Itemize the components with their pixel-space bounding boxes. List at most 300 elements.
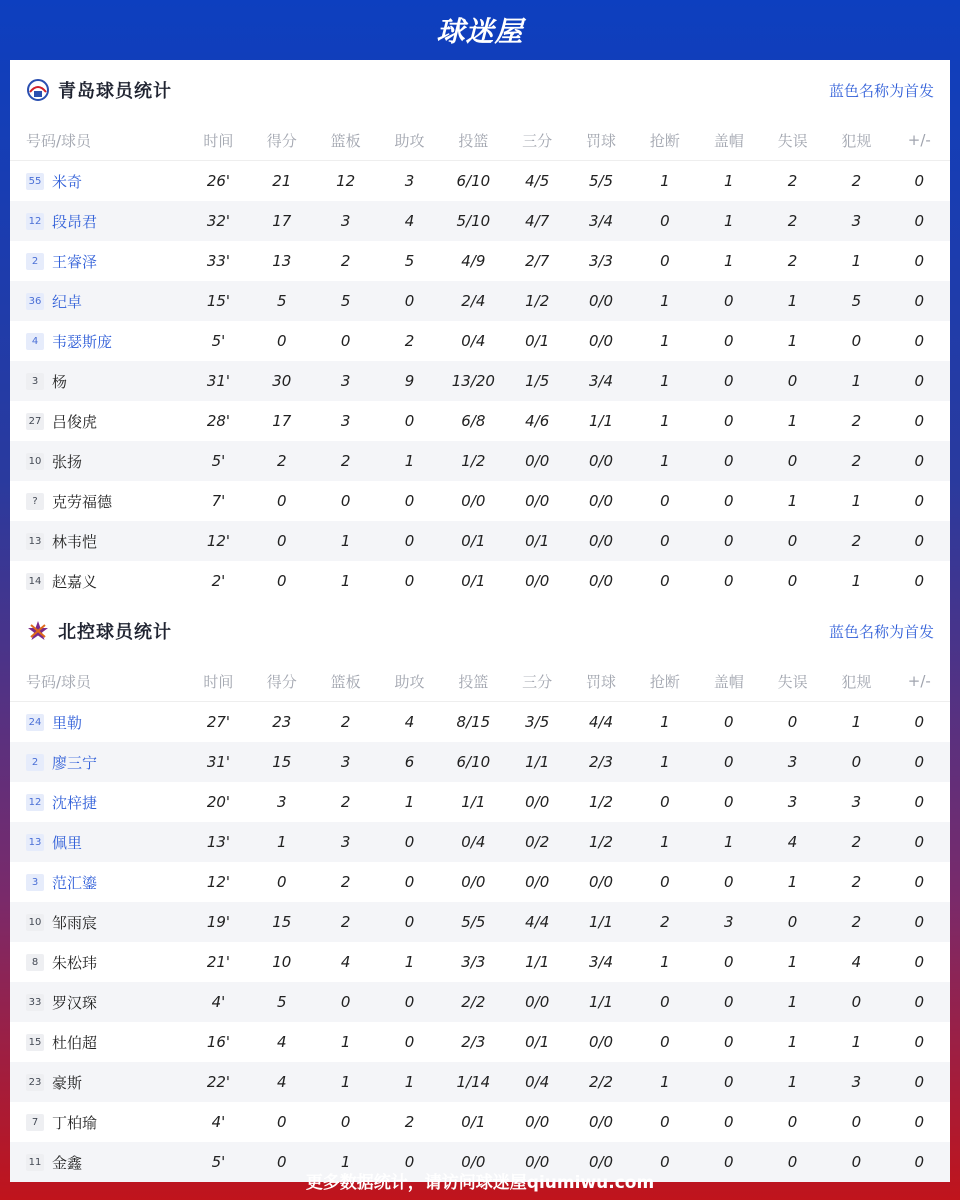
stat-cell: 2	[340, 873, 351, 891]
jersey-number: 3	[26, 874, 44, 891]
stat-cell: 0	[787, 1113, 798, 1131]
stat-cell: 3	[851, 793, 862, 811]
stat-cell: 3	[313, 742, 377, 782]
stat-cell: 0/0	[525, 492, 550, 510]
stat-cell: 0	[761, 361, 824, 401]
stat-cell: 2	[851, 412, 862, 430]
stat-cell: 0	[660, 1113, 670, 1131]
stat-cell: 3	[313, 361, 377, 401]
stat-cell: 1	[761, 281, 824, 321]
stat-cell: 0	[914, 873, 925, 891]
stat-cell: 0	[824, 982, 888, 1022]
player-name[interactable]: 朱松玮	[52, 953, 98, 972]
player-cell	[10, 321, 187, 361]
jersey-number: 8	[26, 954, 44, 971]
player-name[interactable]: 豪斯	[52, 1073, 83, 1092]
column-header: 失误	[761, 120, 824, 161]
jersey-number: 14	[26, 573, 44, 590]
stat-cell: 13	[272, 252, 292, 270]
player-name[interactable]: 沈梓捷	[52, 793, 98, 812]
stat-cell: 1/1	[569, 902, 633, 942]
column-header: 助攻	[378, 661, 441, 702]
stat-cell: 1	[660, 412, 670, 430]
stat-cell: 0	[914, 252, 925, 270]
stat-cell: 32'	[187, 201, 250, 241]
player-name[interactable]: 罗汉琛	[52, 993, 98, 1012]
column-header: 三分	[506, 120, 569, 161]
stat-cell: 23	[272, 713, 292, 731]
stat-cell: 1	[633, 742, 696, 782]
player-name[interactable]: 王睿泽	[52, 252, 98, 271]
column-header: 号码/球员	[10, 120, 187, 161]
stat-cell: 0	[787, 572, 798, 590]
stat-cell: 1/2	[441, 441, 505, 481]
player-rows	[10, 702, 950, 1183]
stat-cell: 8/15	[456, 713, 491, 731]
stat-cell: 1	[633, 281, 696, 321]
stat-cell: 0/0	[588, 332, 614, 350]
stat-cell: 1	[313, 521, 377, 561]
stat-cell: 0	[914, 793, 925, 811]
stat-cell: 3	[276, 793, 287, 811]
stat-cell: 0	[723, 412, 734, 430]
stat-cell: 0	[889, 361, 950, 401]
stat-cell: 2	[761, 201, 824, 241]
player-name[interactable]: 杨	[52, 372, 68, 391]
stat-cell: 0	[723, 572, 734, 590]
stat-cell: 1	[787, 492, 798, 510]
stat-cell: 4/4	[588, 713, 614, 731]
stat-cell: 0	[914, 572, 925, 590]
stat-cell: 0	[914, 1033, 925, 1051]
stat-cell: 0	[340, 1113, 351, 1131]
stat-cell: 0/0	[525, 1113, 550, 1131]
stat-cell: 4	[404, 713, 415, 731]
stat-cell: 0/0	[506, 1142, 569, 1182]
stat-cell: 2	[313, 441, 377, 481]
player-name[interactable]: 丁柏瑜	[52, 1113, 98, 1132]
table-header-row	[10, 661, 950, 702]
stat-cell: 0	[697, 521, 761, 561]
stat-cell: 0	[723, 873, 734, 891]
stat-cell: 0/2	[506, 822, 569, 862]
jersey-number: 12	[26, 794, 44, 811]
stat-cell: 0/1	[506, 521, 569, 561]
player-name[interactable]: 段昂君	[52, 212, 98, 231]
stat-cell: 3	[404, 172, 415, 190]
stat-cell: 3/4	[569, 361, 633, 401]
starter-note: 蓝色名称为首发	[828, 81, 934, 100]
stat-cell: 15	[250, 902, 313, 942]
stat-cell: 0	[250, 1142, 313, 1182]
stat-cell: 0/1	[461, 572, 486, 590]
stat-cell: 1	[697, 822, 761, 862]
player-name[interactable]: 韦瑟斯庞	[52, 332, 113, 351]
player-cell	[10, 401, 187, 441]
player-name[interactable]: 廖三宁	[52, 753, 98, 772]
stat-cell: 0	[889, 441, 950, 481]
stat-cell: 2	[787, 252, 798, 270]
stat-cell: 0/1	[525, 1033, 550, 1051]
stat-cell: 2/2	[569, 1062, 633, 1102]
table-row	[10, 742, 950, 782]
stat-cell: 2	[633, 902, 696, 942]
stat-cell: 2	[250, 441, 313, 481]
stat-cell: 21'	[206, 953, 231, 971]
stat-cell: 0	[914, 332, 925, 350]
stat-cell: 0	[276, 492, 287, 510]
jersey-number: 10	[26, 453, 44, 470]
player-name[interactable]: 杜伯超	[52, 1033, 98, 1052]
table-row	[10, 862, 950, 902]
stat-cell: 1	[824, 361, 888, 401]
table-row	[10, 281, 950, 321]
stat-cell: 2/4	[441, 281, 505, 321]
player-name[interactable]: 吕俊虎	[52, 412, 98, 431]
player-cell	[10, 1102, 187, 1142]
stat-cell: 5'	[211, 332, 226, 350]
stat-cell: 2	[851, 873, 862, 891]
stat-cell: 4	[851, 953, 862, 971]
stat-cell: 33'	[206, 252, 231, 270]
stat-cell: 6/10	[456, 172, 491, 190]
jersey-number: 36	[26, 293, 44, 310]
stats-table-beikong	[10, 661, 950, 1182]
stat-cell: 0	[697, 441, 761, 481]
stat-cell: 1/1	[506, 742, 569, 782]
column-header: 投篮	[441, 661, 505, 702]
player-name[interactable]: 林韦恺	[52, 532, 98, 551]
stat-cell: 0/0	[588, 1113, 614, 1131]
stat-cell: 0/4	[506, 1062, 569, 1102]
stat-cell: 16'	[206, 1033, 231, 1051]
stat-cell: 1	[660, 172, 670, 190]
column-header: 罚球	[569, 120, 633, 161]
stat-cell: 1	[404, 953, 415, 971]
player-cell	[10, 862, 187, 902]
column-header: 抢断	[633, 661, 696, 702]
table-row	[10, 441, 950, 481]
table-row	[10, 201, 950, 241]
stat-cell: 0	[313, 982, 377, 1022]
stat-cell: 4	[340, 953, 351, 971]
stat-cell: 0	[378, 982, 441, 1022]
player-name[interactable]: 赵嘉义	[52, 572, 98, 591]
jersey-number: 55	[26, 173, 44, 190]
stat-cell: 1	[787, 873, 798, 891]
column-header: 时间	[187, 661, 250, 702]
stat-cell: 28'	[206, 412, 231, 430]
stat-cell: 0/0	[525, 873, 550, 891]
jersey-number: 4	[26, 333, 44, 350]
jersey-number: 12	[26, 213, 44, 230]
table-row	[10, 521, 950, 561]
stat-cell: 6	[378, 742, 441, 782]
stat-cell: 2	[787, 172, 798, 190]
column-header: 盖帽	[697, 120, 761, 161]
player-cell	[10, 982, 187, 1022]
stat-cell: 1/1	[588, 412, 614, 430]
table-row	[10, 361, 950, 401]
table-row	[10, 982, 950, 1022]
stat-cell: 2	[404, 1113, 415, 1131]
stat-cell: 0	[660, 1033, 670, 1051]
stat-cell: 0	[276, 572, 287, 590]
stat-cell: 3	[313, 201, 377, 241]
stat-cell: 30	[250, 361, 313, 401]
column-header: 失误	[761, 661, 824, 702]
column-header: 时间	[187, 120, 250, 161]
table-row	[10, 161, 950, 202]
stat-cell: 0	[889, 902, 950, 942]
stat-cell: 3/5	[525, 713, 550, 731]
table-row	[10, 822, 950, 862]
table-row	[10, 1102, 950, 1142]
stat-cell: 4/9	[461, 252, 486, 270]
stat-cell: 1	[851, 252, 862, 270]
stat-cell: 1/1	[569, 982, 633, 1022]
stat-cell: 0	[889, 742, 950, 782]
stat-cell: 6/8	[461, 412, 486, 430]
stat-cell: 21	[272, 172, 292, 190]
column-header: 盖帽	[697, 661, 761, 702]
team-title: 北控球员统计	[58, 622, 172, 643]
stat-cell: 3	[697, 902, 761, 942]
column-header: +/-	[889, 120, 950, 161]
stat-cell: 4/5	[525, 172, 550, 190]
jersey-number: 11	[26, 1154, 44, 1171]
stat-cell: 5	[313, 281, 377, 321]
stat-cell: 3	[824, 1062, 888, 1102]
table-row	[10, 481, 950, 521]
player-name[interactable]: 佩里	[52, 833, 83, 852]
stat-cell: 5'	[187, 1142, 250, 1182]
stat-cell: 0	[723, 332, 734, 350]
table-row	[10, 321, 950, 361]
stat-cell: 1	[660, 713, 670, 731]
stat-cell: 1	[313, 1142, 377, 1182]
column-header: 三分	[506, 661, 569, 702]
player-name[interactable]: 金鑫	[52, 1153, 83, 1172]
stat-cell: 0	[697, 1062, 761, 1102]
column-header: 助攻	[378, 120, 441, 161]
stat-cell: 7'	[211, 492, 226, 510]
stat-cell: 0	[889, 1142, 950, 1182]
player-name[interactable]: 范汇鎏	[52, 873, 98, 892]
stat-cell: 1	[633, 441, 696, 481]
stat-cell: 5/5	[588, 172, 614, 190]
player-name[interactable]: 米奇	[52, 172, 83, 191]
stat-cell: 0	[633, 201, 696, 241]
stat-cell: 1	[378, 441, 441, 481]
stat-cell: 27'	[206, 713, 231, 731]
stat-cell: 2	[340, 713, 351, 731]
stat-cell: 0	[723, 492, 734, 510]
stat-cell: 5/10	[441, 201, 505, 241]
stat-cell: 1	[340, 1033, 351, 1051]
stat-cell: 0	[340, 492, 351, 510]
stat-cell: 20'	[206, 793, 231, 811]
stat-cell: 1	[851, 713, 862, 731]
stat-cell: 0/0	[441, 1142, 505, 1182]
table-row	[10, 401, 950, 441]
table-row	[10, 1022, 950, 1062]
player-cell	[10, 1022, 187, 1062]
player-name[interactable]: 张扬	[52, 452, 83, 471]
stat-cell: 0/0	[588, 572, 614, 590]
stat-cell: 0	[723, 793, 734, 811]
team-title: 青岛球员统计	[58, 81, 172, 102]
stat-cell: 0/0	[569, 441, 633, 481]
stat-cell: 1/2	[506, 281, 569, 321]
stat-cell: 0	[824, 1142, 888, 1182]
stat-cell: 0	[633, 521, 696, 561]
stat-cell: 1	[723, 172, 734, 190]
stat-cell: 6/10	[441, 742, 505, 782]
stats-panel	[10, 60, 950, 1172]
stat-cell: 0	[404, 412, 415, 430]
stat-cell: 0	[723, 1113, 734, 1131]
jersey-number: 13	[26, 533, 44, 550]
starter-note: 蓝色名称为首发	[828, 622, 934, 641]
stat-cell: 0	[723, 1033, 734, 1051]
stat-cell: 0	[889, 1062, 950, 1102]
stat-cell: 5/5	[441, 902, 505, 942]
stat-cell: 0/0	[588, 1033, 614, 1051]
player-name[interactable]: 邹雨宸	[52, 913, 98, 932]
player-cell	[10, 361, 187, 401]
stat-cell: 0	[404, 1033, 415, 1051]
stat-cell: 0	[404, 492, 415, 510]
stat-cell: 2/7	[525, 252, 550, 270]
stat-cell: 0	[697, 361, 761, 401]
stat-cell: 1	[633, 822, 696, 862]
stat-cell: 1	[633, 1062, 696, 1102]
stat-cell: 1	[851, 492, 862, 510]
stat-cell: 0	[378, 902, 441, 942]
stat-cell: 4	[276, 1033, 287, 1051]
stat-cell: 0	[914, 172, 925, 190]
stat-cell: 4	[761, 822, 824, 862]
stat-cell: 0	[761, 521, 824, 561]
stat-cell: 3/3	[588, 252, 614, 270]
stat-cell: 2	[824, 521, 888, 561]
table-row	[10, 241, 950, 281]
stat-cell: 0/0	[569, 281, 633, 321]
stat-cell: 0	[633, 982, 696, 1022]
stat-cell: 0/0	[525, 793, 550, 811]
stat-cell: 0	[404, 572, 415, 590]
stat-cell: 13/20	[441, 361, 505, 401]
stat-cell: 0	[889, 281, 950, 321]
jersey-number: 33	[26, 994, 44, 1011]
stat-cell: 0/0	[461, 492, 486, 510]
stat-cell: 0	[276, 1113, 287, 1131]
stat-cell: 0	[914, 713, 925, 731]
stat-cell: 0	[914, 953, 925, 971]
stat-cell: 1	[787, 953, 798, 971]
column-header: 号码/球员	[10, 661, 187, 702]
jersey-number: 15	[26, 1034, 44, 1051]
stat-cell: 0	[697, 1142, 761, 1182]
stat-cell: 1	[761, 1062, 824, 1102]
player-name[interactable]: 纪卓	[52, 292, 83, 311]
table-row	[10, 1062, 950, 1102]
stat-cell: 0/4	[441, 822, 505, 862]
stat-cell: 1	[660, 332, 670, 350]
jersey-number: 7	[26, 1114, 44, 1131]
stat-cell: 0	[660, 793, 670, 811]
stat-cell: 1	[404, 793, 415, 811]
stat-cell: 0	[761, 902, 824, 942]
table-header-row	[10, 120, 950, 161]
stat-cell: 3	[761, 742, 824, 782]
stat-cell: 0	[914, 492, 925, 510]
player-cell	[10, 742, 187, 782]
stat-cell: 0	[660, 492, 670, 510]
beikong-team-logo	[26, 619, 50, 643]
stat-cell: 12'	[187, 521, 250, 561]
player-cell	[10, 942, 187, 982]
table-row	[10, 782, 950, 822]
stat-cell: 0	[851, 332, 862, 350]
player-cell	[10, 1062, 187, 1102]
stat-cell: 0	[787, 713, 798, 731]
stat-cell: 2'	[211, 572, 226, 590]
stat-cell: 0	[660, 572, 670, 590]
jersey-number: ?	[26, 493, 44, 510]
column-header: 得分	[250, 661, 313, 702]
table-row	[10, 942, 950, 982]
column-header: 犯规	[824, 661, 888, 702]
table-row	[10, 902, 950, 942]
footer-link[interactable]: 更多数据统计，请访问球迷屋qiumiwu.com	[305, 1172, 655, 1193]
stat-cell: 1	[697, 201, 761, 241]
stat-cell: 1	[851, 1033, 862, 1051]
stat-cell: 0/1	[525, 332, 550, 350]
stat-cell: 4/7	[506, 201, 569, 241]
stat-cell: 0	[889, 201, 950, 241]
stat-cell: 0/0	[588, 492, 614, 510]
stat-cell: 1	[378, 1062, 441, 1102]
stat-cell: 0/0	[506, 982, 569, 1022]
stat-cell: 1/1	[525, 953, 550, 971]
stat-cell: 4'	[187, 982, 250, 1022]
table-row	[10, 702, 950, 743]
stat-cell: 0	[250, 521, 313, 561]
qingdao-team-logo	[26, 78, 50, 102]
player-name[interactable]: 里勒	[52, 713, 83, 732]
stat-cell: 5	[250, 982, 313, 1022]
player-cell	[10, 902, 187, 942]
stat-cell: 1	[761, 982, 824, 1022]
stat-cell: 2	[340, 252, 351, 270]
stat-cell: 12	[336, 172, 356, 190]
stat-cell: 2	[824, 822, 888, 862]
column-header: 投篮	[441, 120, 505, 161]
stat-cell: 0	[378, 521, 441, 561]
stat-cell: 0/0	[461, 873, 486, 891]
stat-cell: 1/2	[569, 822, 633, 862]
stat-cell: 1	[250, 822, 313, 862]
stat-cell: 0	[824, 742, 888, 782]
stat-cell: 0/0	[525, 572, 550, 590]
jersey-number: 3	[26, 373, 44, 390]
team-header-qingdao	[10, 60, 950, 120]
stat-cell: 0	[697, 742, 761, 782]
stat-cell: 4/4	[506, 902, 569, 942]
player-name[interactable]: 克劳福德	[52, 492, 113, 511]
